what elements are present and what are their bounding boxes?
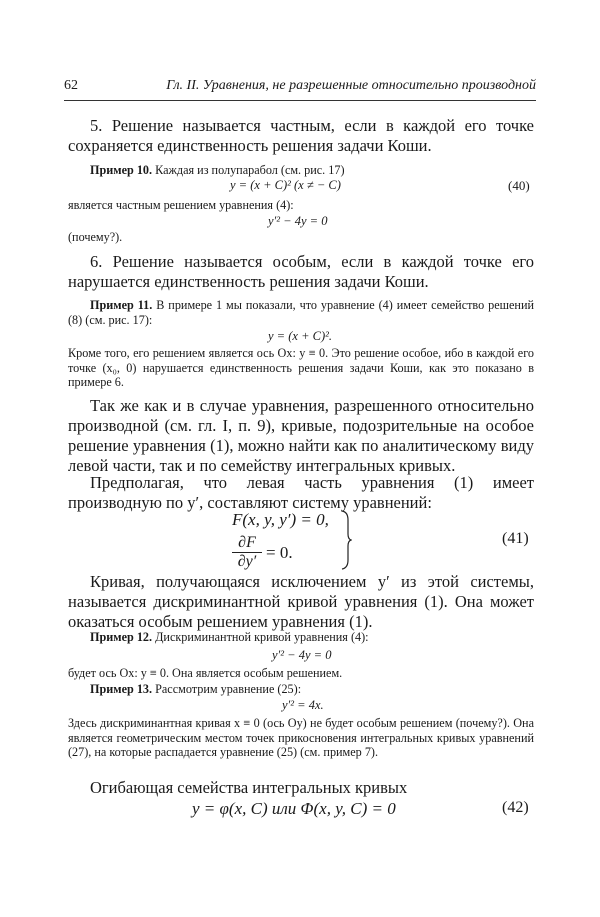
example-text: Рассмотрим уравнение (25): (155, 682, 302, 696)
formula-40: y = (x + C)² (x ≠ − C) (230, 178, 341, 192)
example-10-intro (68, 163, 534, 178)
equation-number-41: (41) (502, 530, 529, 547)
example-13-after: Здесь дискриминантная кривая x ≡ 0 (ось Oy) не будет особым решением (почему?). Она является геометрическим местом точек прикосновения интегральных кривых уравнений (27), на которые распадается уравнение (25) (см. пример 7). (68, 716, 534, 759)
example-11-after: Кроме того, его решением является ось Ox: y ≡ 0. Это решение особое, ибо в каждой его точке (x₀, 0) нарушается единственность решения задачи Коши, как это показано в примере 6. (68, 346, 534, 389)
example-text: В примере 1 мы показали, что уравнение (4) имеет семейство решений (8) (см. рис. 17): (68, 298, 534, 327)
example-label: Пример 13. (90, 682, 153, 696)
example-label: Пример 10. (90, 163, 153, 177)
chapter-title: Гл. II. Уравнения, не разрешенные относительно производной (166, 78, 536, 93)
example-12-intro (68, 630, 534, 645)
system-row-1: F(x, y, y′) = 0, (232, 510, 329, 529)
example-text: Каждая из полупарабол (см. рис. 17) (155, 163, 345, 177)
paragraph-discriminant-intro: Так же как и в случае уравнения, разрешенного относительно производной (см. гл. I, п. 9), кривые, подозрительные на особое решение уравнения (1), можно найти как по аналитическому виду левой части, так и по семейству интегральных кривых. (68, 396, 534, 475)
fraction-numerator: ∂F (232, 534, 262, 553)
right-brace (340, 510, 352, 570)
example-10-why: (почему?). (68, 230, 123, 244)
equation-number-40: (40) (508, 178, 530, 193)
running-header (64, 78, 536, 101)
example-11-intro (68, 298, 534, 327)
fraction-denominator: ∂y′ (237, 553, 257, 570)
paragraph-system-intro: Предполагая, что левая часть уравнения (1) имеет производную по y′, составляют систему уравнений: (68, 473, 534, 512)
system-row-2-tail: = 0. (266, 543, 293, 562)
example-12-after: будет ось Ox: y ≡ 0. Она является особым решением. (68, 666, 343, 680)
example-label: Пример 11. (90, 298, 153, 312)
example-13-intro (68, 682, 534, 697)
definition-5: 5. Решение называется частным, если в каждой его точке сохраняется единственность решения задачи Коши. (68, 116, 534, 155)
formula-eq4-again: y′² − 4y = 0 (272, 648, 332, 662)
formula-eq4: y′² − 4y = 0 (268, 214, 328, 228)
example-text: Дискриминантной кривой уравнения (4): (155, 630, 369, 644)
equation-number-42: (42) (502, 799, 529, 816)
example-label: Пример 12. (90, 630, 153, 644)
formula-42: y = φ(x, C) или Φ(x, y, C) = 0 (192, 799, 396, 818)
formula-eq25: y′² = 4x. (282, 698, 324, 712)
example-10-after: является частным решением уравнения (4): (68, 198, 294, 212)
page-number: 62 (64, 78, 78, 93)
equation-system-41 (232, 510, 352, 572)
definition-6: 6. Решение называется особым, если в каждой точке его нарушается единственность решения задачи Коши. (68, 252, 534, 291)
paragraph-envelope: Огибающая семейства интегральных кривых (90, 778, 408, 797)
paragraph-discriminant-curve: Кривая, получающаяся исключением y′ из этой системы, называется дискриминантной кривой уравнения (1). Она может оказаться особым решением уравнения (1). (68, 572, 534, 631)
formula-family: y = (x + C)². (268, 329, 333, 343)
partial-derivative-fraction (232, 534, 262, 571)
